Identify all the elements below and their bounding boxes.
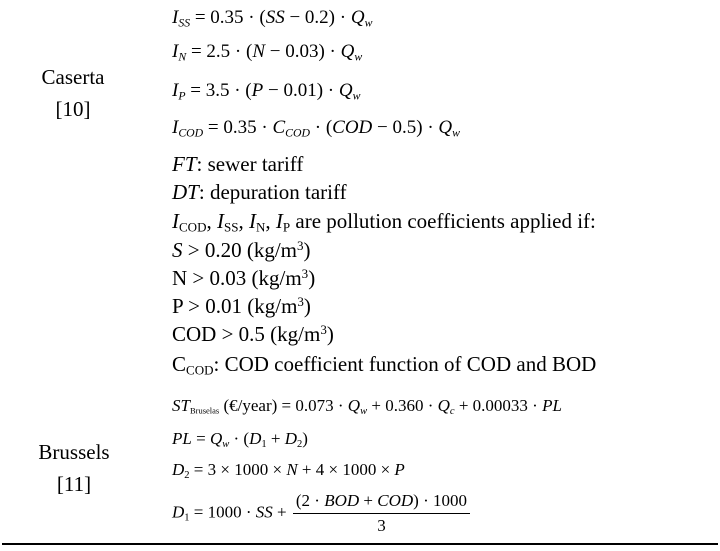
table-bottom-rule	[2, 543, 718, 545]
reference: [11]	[56, 472, 92, 496]
equation-ip: $I_P = 3.5 \cdot (P - 0.01) \cdot Q_w$	[172, 80, 361, 103]
note-ccod: $C_{COD}$: COD coefficient function of COD and BOD	[172, 352, 597, 378]
equation-iss: $I_{SS} = 0.35 \cdot (SS - 0.2) \cdot Q_w$	[172, 7, 373, 30]
equation-st-brussels: $ST_{Bruselas}$ (€/year) = $0.073 \cdot Q_w + 0.360 \cdot Q_c + 0.00033$ · PL	[172, 396, 562, 417]
equation-d1: $D_1 = 1000$ · SS + $\frac{\text{(2 · BOD + COD) · 1000}}{3}$	[172, 490, 472, 537]
fraction: $\frac{\text{(2 · BOD + COD) · 1000}}{3}$	[293, 490, 470, 537]
equation-icod: $I_{COD} = 0.35 \cdot C_{COD} \cdot (COD - 0.5) \cdot Q_w$	[172, 117, 460, 140]
city-label-brussels	[24, 436, 124, 500]
equation-in: $I_N = 2.5 \cdot (N - 0.03) \cdot Q_w$	[172, 41, 363, 64]
condition-cod: COD > 0.5 $(kg/m^3)$	[172, 321, 334, 346]
condition-s: S > 0.20 $(kg/m^3)$	[172, 237, 311, 262]
city-label-caserta	[30, 61, 116, 125]
equation-pl: PL = $Q_w \cdot (D_1 + D_2)$	[172, 429, 308, 450]
city-name: Caserta	[41, 65, 105, 89]
condition-n: N > 0.03 $(kg/m^3)$	[172, 265, 316, 290]
condition-p: P > 0.01 $(kg/m^3)$	[172, 293, 311, 318]
note-pollution-coefficients: $I_{COD}$, $I_{SS}$, $I_N$, $I_P$ are pollution coefficients applied if:	[172, 209, 596, 235]
reference: [10]	[55, 97, 91, 121]
note-depuration-tariff: DT: depuration tariff	[172, 180, 347, 204]
equation-d2: $D_2 = 3 \times 1000 \times N + 4 \times 1000 \times P$	[172, 460, 405, 481]
note-sewer-tariff: FT: sewer tariff	[172, 152, 304, 176]
city-name: Brussels	[38, 440, 110, 464]
